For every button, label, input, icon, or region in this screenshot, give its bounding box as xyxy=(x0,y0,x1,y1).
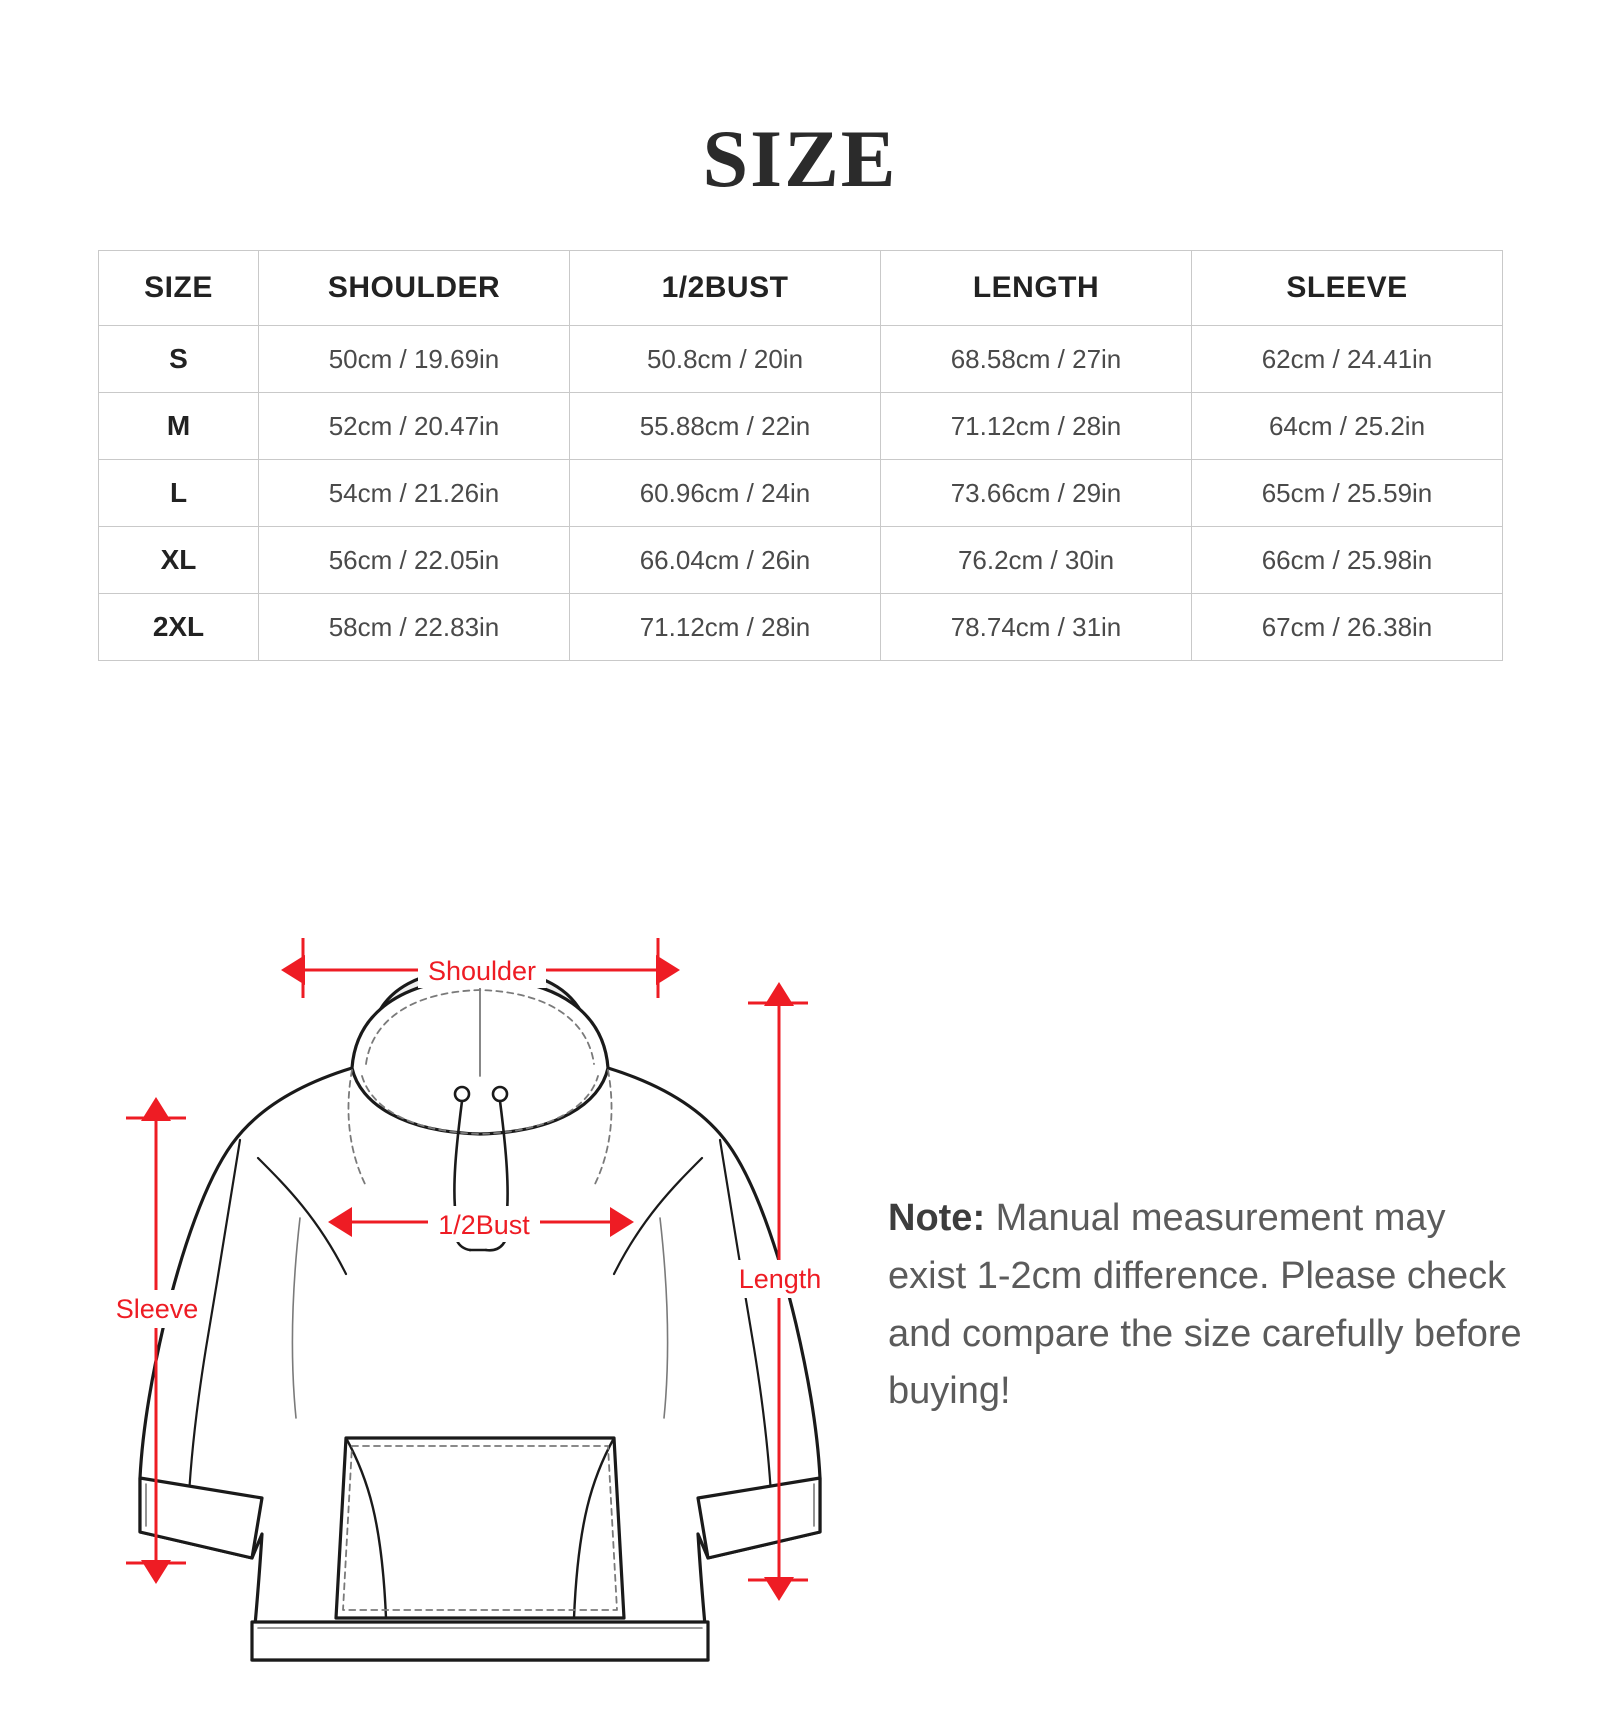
cell-length: 68.58cm / 27in xyxy=(881,326,1192,393)
column-header-bust: 1/2BUST xyxy=(570,251,881,326)
table-row xyxy=(99,326,1503,393)
size-table xyxy=(98,250,1503,661)
column-header-length: LENGTH xyxy=(881,251,1192,326)
table-row xyxy=(99,460,1503,527)
note-label: Note: xyxy=(888,1197,986,1239)
cell-length: 78.74cm / 31in xyxy=(881,594,1192,661)
cell-sleeve: 64cm / 25.2in xyxy=(1192,393,1503,460)
cell-shoulder: 52cm / 20.47in xyxy=(259,393,570,460)
cell-length: 71.12cm / 28in xyxy=(881,393,1192,460)
cell-bust: 60.96cm / 24in xyxy=(570,460,881,527)
table-body xyxy=(99,326,1503,661)
cell-size: L xyxy=(99,460,259,527)
cell-shoulder: 56cm / 22.05in xyxy=(259,527,570,594)
cell-size: M xyxy=(99,393,259,460)
bust-label: 1/2Bust xyxy=(438,1210,530,1240)
column-header-sleeve: SLEEVE xyxy=(1192,251,1503,326)
cell-length: 73.66cm / 29in xyxy=(881,460,1192,527)
cell-sleeve: 67cm / 26.38in xyxy=(1192,594,1503,661)
cell-sleeve: 62cm / 24.41in xyxy=(1192,326,1503,393)
cell-shoulder: 54cm / 21.26in xyxy=(259,460,570,527)
cell-size: 2XL xyxy=(99,594,259,661)
cell-shoulder: 58cm / 22.83in xyxy=(259,594,570,661)
cell-bust: 50.8cm / 20in xyxy=(570,326,881,393)
cell-length: 76.2cm / 30in xyxy=(881,527,1192,594)
cell-bust: 66.04cm / 26in xyxy=(570,527,881,594)
table-row xyxy=(99,393,1503,460)
length-label: Length xyxy=(738,1264,822,1294)
table-row xyxy=(99,594,1503,661)
note-text: Manual measurement may exist 1-2cm difference. Please check and compare the size carefully before buying! xyxy=(888,1197,1522,1413)
cell-bust: 71.12cm / 28in xyxy=(570,594,881,661)
cell-size: XL xyxy=(99,527,259,594)
hoodie-illustration xyxy=(140,968,820,1660)
cell-sleeve: 65cm / 25.59in xyxy=(1192,460,1503,527)
table-row xyxy=(99,527,1503,594)
cell-sleeve: 66cm / 25.98in xyxy=(1192,527,1503,594)
column-header-shoulder: SHOULDER xyxy=(259,251,570,326)
size-table-container xyxy=(98,250,1502,661)
cell-bust: 55.88cm / 22in xyxy=(570,393,881,460)
shoulder-label: Shoulder xyxy=(427,956,537,986)
table-header xyxy=(99,251,1503,326)
column-header-size: SIZE xyxy=(99,251,259,326)
page-title: SIZE xyxy=(702,113,898,204)
sleeve-label: Sleeve xyxy=(115,1294,199,1324)
table-header-row xyxy=(99,251,1503,326)
note-block xyxy=(888,1190,1528,1421)
cell-shoulder: 50cm / 19.69in xyxy=(259,326,570,393)
cell-size: S xyxy=(99,326,259,393)
